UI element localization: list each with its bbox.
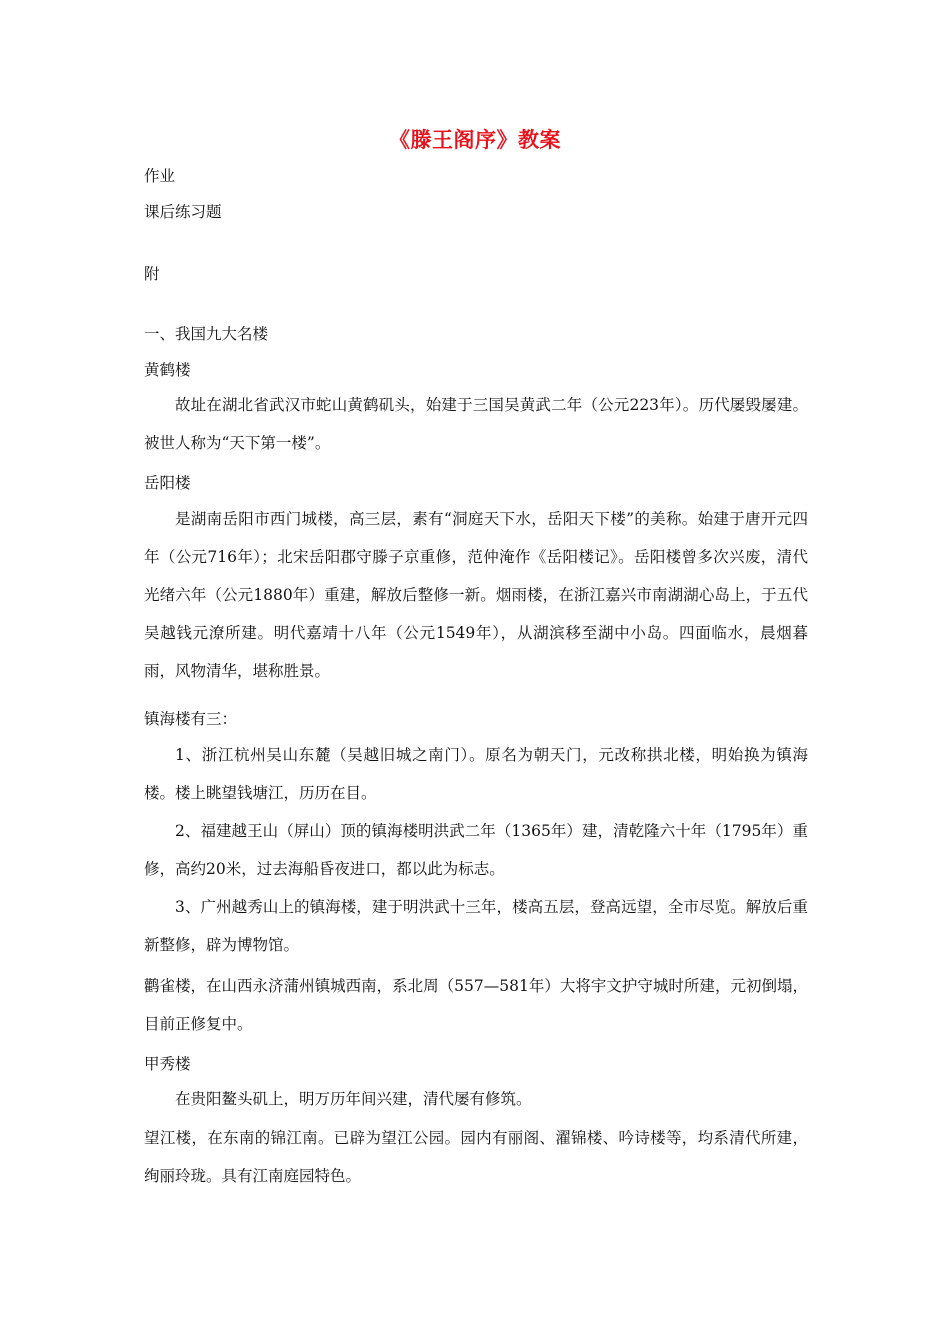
- homework-label: 作业: [144, 167, 176, 185]
- section-heading: 一、我国九大名楼: [144, 325, 269, 343]
- zhenhai-item-2: 2、福建越王山（屏山）顶的镇海楼明洪武二年（1365年）建，清乾隆六十年（1795年）重修，高约20米，过去海船昏夜进口，都以此为标志。: [144, 822, 808, 878]
- zhenhai-heading: 镇海楼有三：: [144, 710, 238, 728]
- document-title: 《滕王阁序》教案: [389, 128, 561, 152]
- appendix-label: 附: [144, 265, 160, 283]
- yueyang-paragraph: 是湖南岳阳市西门城楼，高三层，素有“洞庭天下水，岳阳天下楼”的美称。始建于唐开元四年（公元716年）；北宋岳阳郡守滕子京重修，范仲淹作《岳阳楼记》。岳阳楼曾多次兴废，清代光绪六年（公元1880年）重建，解放后整修一新。烟雨楼，在浙江嘉兴市南湖湖心岛上，于五代吴越钱元潦所建。明代嘉靖十八年（公元1549年），从湖滨移至湖中小岛。四面临水，晨烟暮雨，风物清华，堪称胜景。: [144, 510, 808, 680]
- huanghe-heading: 黄鹤楼: [144, 361, 191, 379]
- yueyang-heading: 岳阳楼: [144, 474, 191, 492]
- homework-item: 课后练习题: [144, 203, 222, 221]
- huanghe-paragraph: 故址在湖北省武汉市蛇山黄鹤矶头，始建于三国吴黄武二年（公元223年）。历代屡毁屡建。被世人称为“天下第一楼”。: [144, 396, 808, 452]
- zhenhai-item-1: 1、浙江杭州吴山东麓（吴越旧城之南门）。原名为朝天门，元改称拱北楼，明始换为镇海楼。楼上眺望钱塘江，历历在目。: [144, 746, 808, 802]
- guanque-paragraph: 鹳雀楼，在山西永济蒲州镇城西南，系北周（557—581年）大将宇文护守城时所建，元初倒塌，目前正修复中。: [144, 977, 808, 1033]
- jiaxiu-paragraph: 在贵阳鳌头矶上，明万历年间兴建，清代屡有修筑。: [175, 1090, 532, 1108]
- wangjiang-paragraph: 望江楼，在东南的锦江南。已辟为望江公园。园内有丽阁、濯锦楼、吟诗楼等，均系清代所建，绚丽玲珑。具有江南庭园特色。: [144, 1129, 808, 1185]
- jiaxiu-heading: 甲秀楼: [144, 1055, 191, 1073]
- zhenhai-item-3: 3、广州越秀山上的镇海楼，建于明洪武十三年，楼高五层，登高远望，全市尽览。解放后重新整修，辟为博物馆。: [144, 898, 808, 954]
